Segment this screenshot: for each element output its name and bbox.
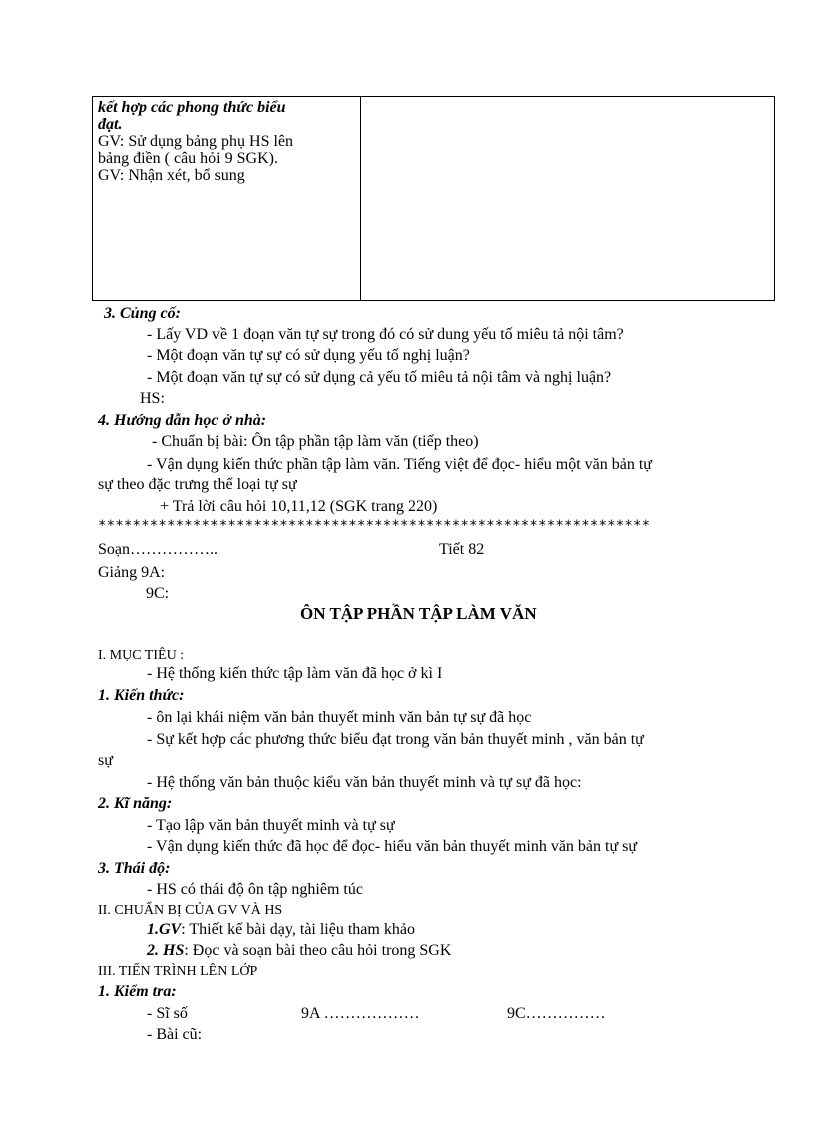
teach-class-label: Giảng 9A:	[98, 564, 166, 581]
knowledge-heading: 1. Kiến thức:	[98, 687, 185, 704]
table-line: bảng điền ( câu hỏi 9 SGK).	[98, 150, 278, 167]
gv-text: : Thiết kế bài dạy, tài liệu tham khảo	[181, 921, 415, 938]
objective-item: - Hệ thống kiến thức tập làm văn đã học ở kì I	[147, 665, 443, 682]
gv-label: 1.GV	[147, 921, 182, 938]
homework-item: sự theo đặc trưng thể loại tự sự	[98, 476, 297, 493]
knowledge-item: - ôn lại khái niệm văn bản thuyết minh văn bản tự sự đã học	[147, 709, 532, 726]
hs-text: : Đọc và soạn bài theo câu hỏi trong SGK	[184, 942, 452, 959]
lesson-title: ÔN TẬP PHẦN TẬP LÀM VĂN	[300, 604, 537, 623]
knowledge-item: - Sự kết hợp các phương thức biểu đạt trong văn bản thuyết minh , văn bản tự	[147, 731, 644, 748]
knowledge-item: - Hệ thống văn bản thuộc kiểu văn bản thuyết minh và tự sự đã học:	[147, 774, 582, 791]
homework-item: - Vận dụng kiến thức phần tập làm văn. Tiếng việt để đọc- hiểu một văn bản tự	[147, 456, 652, 473]
attitude-heading: 3. Thái độ:	[98, 860, 171, 877]
skills-item: - Vận dụng kiến thức đã học để đọc- hiểu văn bản thuyết minh văn bản tự sự	[147, 838, 638, 855]
preparation-heading: II. CHUẨN BỊ CỦA GV VÀ HS	[98, 903, 283, 918]
soan-label: Soạn……………..	[98, 541, 218, 558]
consolidate-item: - Một đoạn văn tự sự có sử dụng cả yếu tố miêu tả nội tâm và nghị luận?	[147, 369, 612, 386]
class-9a-count: 9A ………………	[301, 1005, 420, 1022]
teach-class-2: 9C:	[146, 585, 170, 602]
homework-item: + Trả lời câu hỏi 10,11,12 (SGK trang 220)	[160, 498, 438, 515]
hs-label: HS:	[140, 390, 165, 407]
table-left-cell	[93, 97, 361, 301]
table-right-cell	[361, 97, 775, 301]
consolidate-item: - Một đoạn văn tự sự có sử dụng yếu tố nghị luận?	[147, 347, 470, 364]
consolidate-item: - Lấy VD về 1 đoạn văn tự sự trong đó có sử dung yếu tố miêu tả nội tâm?	[147, 326, 624, 343]
skills-heading: 2. Kĩ năng:	[98, 795, 173, 812]
attitude-item: - HS có thái độ ôn tập nghiêm túc	[147, 881, 363, 898]
gv-preparation	[147, 920, 415, 940]
class-9c-count: 9C……………	[507, 1005, 606, 1022]
siso-label: - Sĩ số	[147, 1005, 188, 1022]
hs-label: 2. HS	[147, 942, 185, 959]
skills-item: - Tạo lập văn bản thuyết minh và tự sự	[147, 817, 395, 834]
activity-table	[92, 96, 775, 301]
homework-heading: 4. Hướng dẫn học ở nhà:	[98, 412, 267, 429]
knowledge-item: sự	[98, 752, 113, 769]
table-line: đạt.	[98, 116, 123, 133]
period-label: Tiết 82	[439, 541, 485, 558]
objectives-heading: I. MỤC TIÊU :	[98, 648, 185, 663]
table-line: kết hợp các phong thức biểu	[98, 99, 286, 116]
consolidate-heading: 3. Củng cố:	[104, 305, 181, 322]
table-line: GV: Nhận xét, bổ sung	[98, 167, 245, 184]
table-line: GV: Sử dụng bảng phụ HS lên	[98, 133, 294, 150]
old-lesson-label: - Bài cũ:	[147, 1026, 203, 1043]
separator: ****************************************************************	[98, 518, 651, 534]
check-heading: 1. Kiểm tra:	[98, 983, 177, 1000]
process-heading: III. TIẾN TRÌNH LÊN LỚP	[98, 964, 258, 979]
homework-item: - Chuẩn bị bài: Ôn tập phần tập làm văn (tiếp theo)	[152, 433, 479, 450]
hs-preparation	[147, 941, 451, 961]
